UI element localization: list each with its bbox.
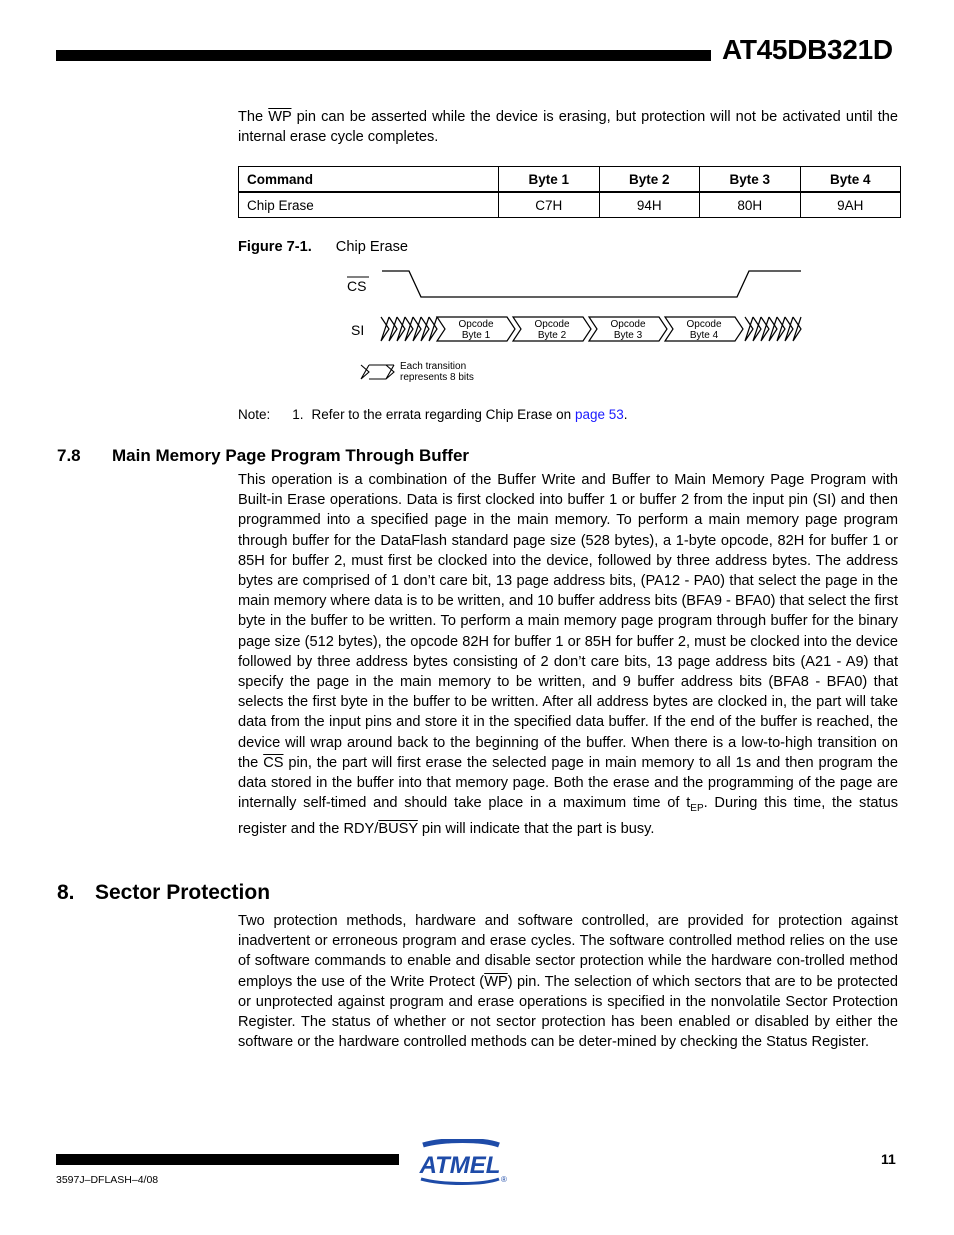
table-row — [239, 192, 901, 218]
header-rule — [56, 50, 711, 61]
document-number: 3597J–DFLASH–4/08 — [56, 1174, 159, 1186]
atmel-logo — [413, 1139, 508, 1185]
section-heading: 7.8 Main Memory Page Program Through Buffer — [57, 446, 470, 465]
opcode-label: Opcode — [534, 319, 570, 330]
opcode-label: Opcode — [686, 319, 722, 330]
figure-note: Note: 1. Refer to the errata regarding Chip Erase on page 53. — [238, 407, 628, 422]
command-table — [238, 166, 901, 218]
legend-text: Each transition — [400, 361, 467, 372]
section-paragraph: Two protection methods, hardware and software controlled, are provided for protection against inadvertent or erroneous program and erase cycles. The software controlled method relies on the use of software commands to enable and disable sector protection while the hardware con-trolled method employs the use of the Write Protect $(\overline{WP})$ pin. The selection of which sectors that are to be protected or unprotected against program and erase operations is specified in the nonvolatile Sector Protection Register. The status of whether or not sector protection has been enabled or disabled by either the software or the hardware controlled methods can be deter-mined by checking the Status Register. — [238, 913, 898, 1051]
table-header: Byte 3 — [700, 167, 801, 193]
page-link[interactable]: page 53 — [574, 407, 624, 422]
intro-paragraph: The $\overline{WP}$ pin can be asserted while the device is erasing, but protection will not be activated until the internal erase cycle completes. — [238, 109, 898, 146]
legend-text: represents 8 bits — [400, 372, 474, 383]
section-heading: 8. Sector Protection — [57, 881, 271, 904]
table-cell: 80H — [700, 192, 801, 218]
table-header: Byte 2 — [599, 167, 700, 193]
opcode-byte-label: Byte 1 — [461, 330, 491, 341]
table-header: Byte 4 — [800, 167, 901, 193]
si-label: SI — [351, 322, 365, 338]
cs-waveform — [382, 271, 801, 297]
table-cell: Chip Erase — [239, 192, 499, 218]
si-waveform — [381, 317, 801, 341]
table-header: Command — [239, 167, 499, 193]
busy-signal: BUSY — [378, 821, 418, 838]
cs-label: CS — [347, 278, 367, 294]
svg-text:®: ® — [501, 1175, 507, 1184]
wp-signal: $\overline{WP}$ — [268, 109, 292, 125]
footer-rule — [56, 1154, 399, 1165]
document-title: AT45DB321D — [722, 34, 893, 65]
transition-legend-symbol — [361, 365, 394, 379]
opcode-byte-label: Byte 3 — [613, 330, 643, 341]
opcode-label: Opcode — [610, 319, 646, 330]
opcode-byte-label: Byte 2 — [537, 330, 567, 341]
svg-text:ATMEL: ATMEL — [419, 1152, 501, 1179]
page-number: 11 — [881, 1151, 896, 1167]
table-header-row — [239, 167, 901, 193]
chip-erase-timing-diagram — [335, 262, 815, 390]
cs-signal: $\overline{CS}$ — [263, 754, 284, 771]
table-cell: 94H — [599, 192, 700, 218]
table-cell: C7H — [499, 192, 600, 218]
opcode-label: Opcode — [458, 319, 494, 330]
wp-signal: $\overline{WP}$ — [484, 973, 508, 990]
table-cell: 9AH — [800, 192, 901, 218]
figure-caption: Figure 7-1. Chip Erase — [238, 239, 408, 255]
opcode-byte-label: Byte 4 — [689, 330, 719, 341]
table-header: Byte 1 — [499, 167, 600, 193]
section-paragraph: This operation is a combination of the Buffer Write and Buffer to Main Memory Page Program with Built-in Erase operations. Data is first clocked into buffer 1 or buffer 2 from the input pin (SI) and then programmed into a specified page in the main memory. To perform a main memory page program through buffer for the DataFlash standard page size (528 bytes), a 1-byte opcode, 82H for buffer 1 or 85H for buffer 2, must first be clocked into the device, followed by three address bytes. The address bytes are comprised of 1 don’t care bit, 13 page address bits, (PA12 - PA0) that select the page in the main memory where data is to be written, and 10 buffer address bits (BFA9 - BFA0) that select the first byte in the buffer to be written. To perform a main memory page program through buffer for the binary page size (512 bytes), the opcode 82H for buffer 1 or 85H for buffer 2, must be clocked into the device followed by three address bytes consisting of 2 don’t care bits, 13 page address bits (A21 - A9) that specify the page in the main memory to be written, and 9 buffer address bits (BFA8 - BFA0) that selects the first byte in the buffer to be written. After all address bytes are clocked in, the part will take data from the input pins and store it in the specified data buffer. If the end of the buffer is reached, the device will wrap around back to the beginning of the buffer. When there is a low-to-high transition on the $\overline{CS}$ pin, the part will first erase the selected page in main memory to all 1s and then program the data stored in the buffer into that memory page. Both the erase and the programming of the page are internally self-timed and should take place in a maximum time of $t_{EP}$. During this time, the status register and the RDY/BUSY pin will indicate that the part is busy. — [238, 472, 899, 838]
